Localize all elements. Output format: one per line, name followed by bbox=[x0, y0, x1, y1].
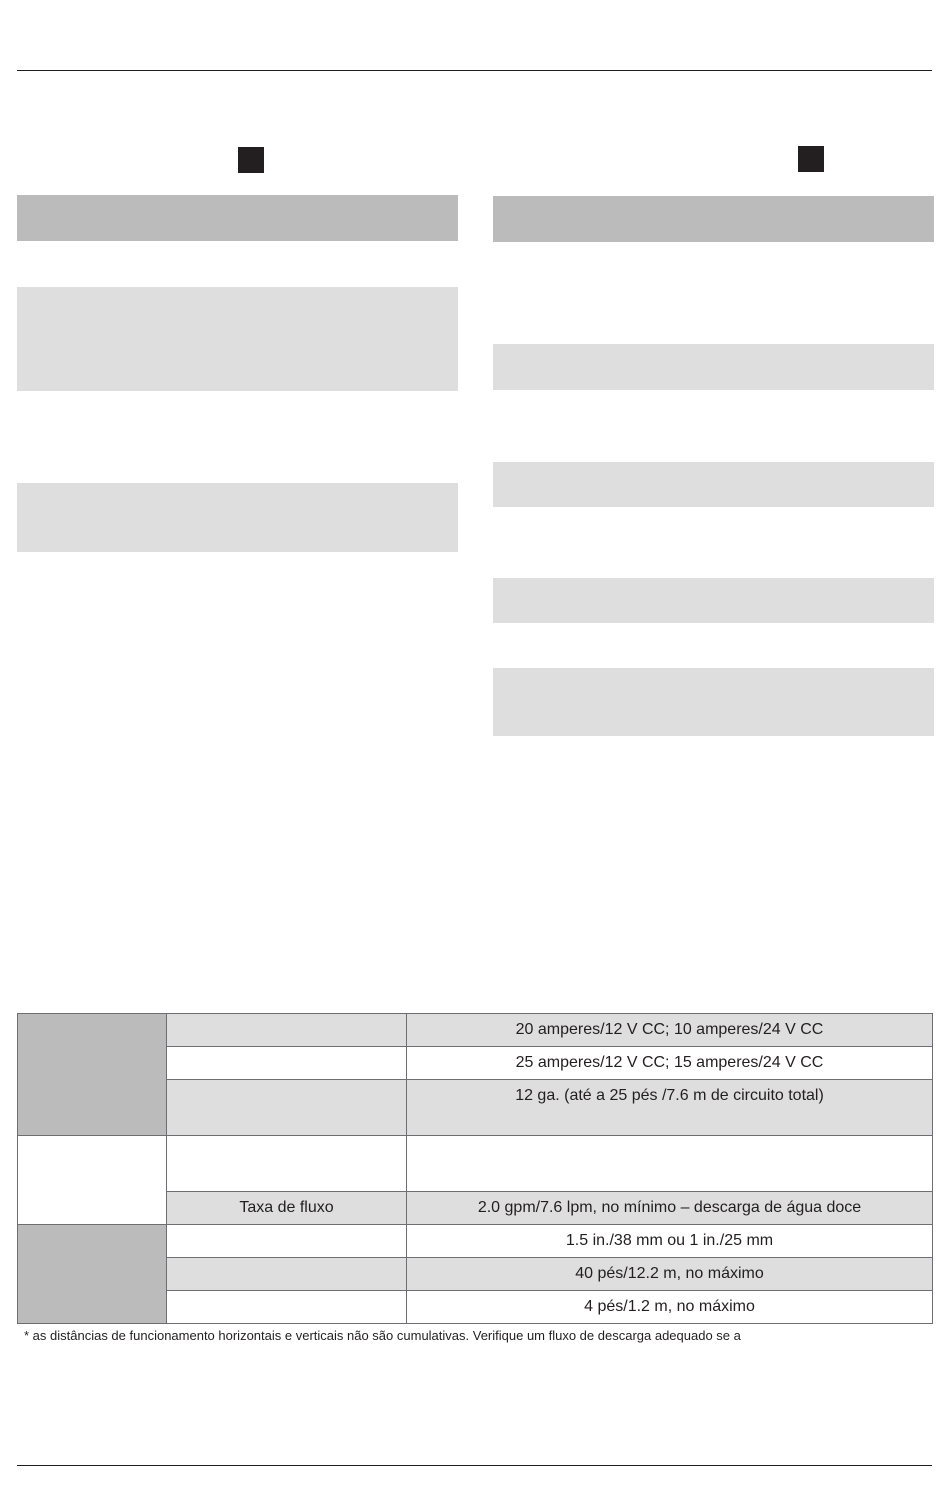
left-section-marker bbox=[238, 147, 264, 173]
right-shaded-block-2 bbox=[493, 462, 934, 507]
row-value: 20 amperes/12 V CC; 10 amperes/24 V CC bbox=[407, 1014, 933, 1047]
left-heading-band bbox=[17, 195, 458, 241]
specification-table bbox=[17, 1013, 933, 1324]
row-value: 40 pés/12.2 m, no máximo bbox=[407, 1258, 933, 1291]
top-rule bbox=[17, 70, 932, 71]
row-label bbox=[167, 1291, 407, 1324]
table-footnote: * as distâncias de funcionamento horizontais e verticais não são cumulativas. Verifique um fluxo de descarga adequado se a bbox=[24, 1328, 741, 1343]
row-label bbox=[167, 1014, 407, 1047]
left-shaded-block-2 bbox=[17, 483, 458, 552]
table-row bbox=[18, 1225, 933, 1258]
row-label bbox=[167, 1225, 407, 1258]
category-cell bbox=[18, 1136, 167, 1225]
right-heading-band bbox=[493, 196, 934, 242]
right-shaded-block-1 bbox=[493, 344, 934, 390]
table-row bbox=[18, 1136, 933, 1192]
table-row bbox=[18, 1014, 933, 1047]
row-value: 1.5 in./38 mm ou 1 in./25 mm bbox=[407, 1225, 933, 1258]
row-value: 4 pés/1.2 m, no máximo bbox=[407, 1291, 933, 1324]
left-shaded-block-1 bbox=[17, 287, 458, 391]
row-value: 2.0 gpm/7.6 lpm, no mínimo – descarga de água doce bbox=[407, 1192, 933, 1225]
right-shaded-block-4 bbox=[493, 668, 934, 736]
row-label bbox=[167, 1047, 407, 1080]
bottom-rule bbox=[17, 1465, 932, 1466]
right-section-marker bbox=[798, 146, 824, 172]
category-cell bbox=[18, 1014, 167, 1136]
row-label bbox=[167, 1080, 407, 1136]
row-label bbox=[167, 1136, 407, 1192]
category-cell bbox=[18, 1225, 167, 1324]
row-label bbox=[167, 1258, 407, 1291]
right-shaded-block-3 bbox=[493, 578, 934, 623]
row-value: 25 amperes/12 V CC; 15 amperes/24 V CC bbox=[407, 1047, 933, 1080]
row-label: Taxa de fluxo bbox=[167, 1192, 407, 1225]
row-value: 12 ga. (até a 25 pés /7.6 m de circuito total) bbox=[407, 1080, 933, 1136]
row-value bbox=[407, 1136, 933, 1192]
